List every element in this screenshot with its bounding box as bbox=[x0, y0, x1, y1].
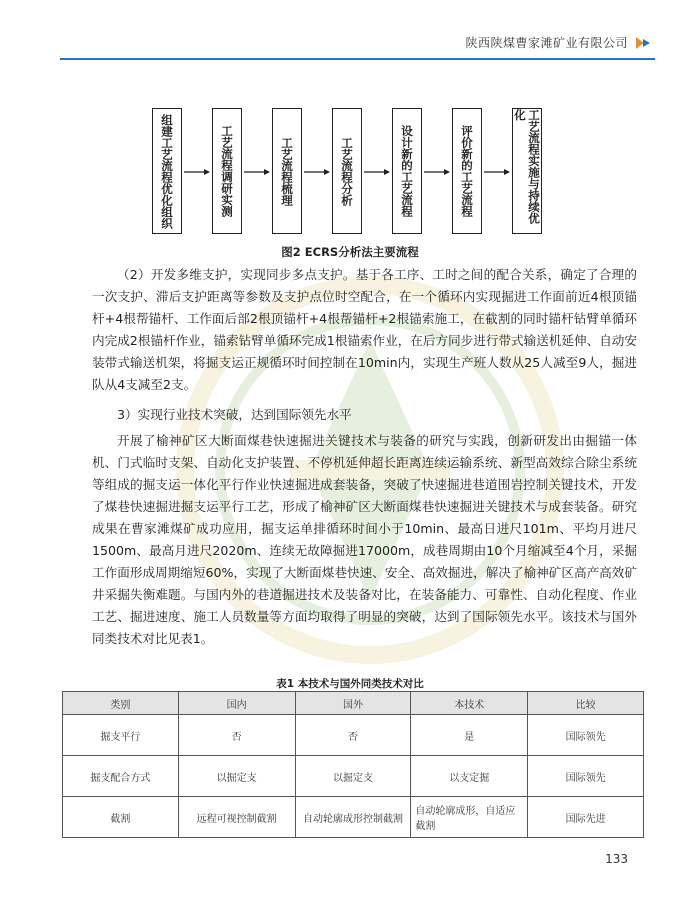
company-logo-icon bbox=[634, 34, 652, 52]
table-cell: 截割 bbox=[63, 797, 179, 838]
comparison-table bbox=[62, 691, 644, 838]
table-cell: 国际领先 bbox=[528, 756, 644, 797]
header-company-name: 陕西陕煤曹家滩矿业有限公司 bbox=[465, 36, 628, 50]
flow-step-3: 工艺流程梳理 bbox=[272, 108, 302, 234]
flow-arrow-icon bbox=[244, 168, 270, 176]
table-header-row bbox=[63, 692, 644, 715]
table-row bbox=[63, 756, 644, 797]
paragraph-multi-support bbox=[92, 264, 637, 396]
table-caption: 表1 本技术与国外同类技术对比 bbox=[276, 678, 424, 690]
flow-arrow-icon bbox=[424, 168, 450, 176]
table-cell: 国际领先 bbox=[528, 715, 644, 756]
col-header-this-tech: 本技术 bbox=[411, 692, 528, 715]
table-cell: 自动轮廓成形，自适应截割 bbox=[411, 797, 528, 838]
col-header-category: 类别 bbox=[63, 692, 179, 715]
flow-step-5: 设计新的工艺流程 bbox=[392, 108, 422, 234]
flow-step-6: 评价新的工艺流程 bbox=[452, 108, 482, 234]
flow-step-7: 工艺流程实施与持续优化 bbox=[512, 108, 542, 234]
header-divider bbox=[60, 58, 655, 60]
heading-text: 3）实现行业技术突破，达到国际领先水平 bbox=[117, 407, 352, 422]
col-header-comparison: 比较 bbox=[528, 692, 644, 715]
flow-arrow-icon bbox=[304, 168, 330, 176]
section-heading bbox=[92, 404, 637, 426]
table-cell: 掘支配合方式 bbox=[63, 756, 179, 797]
page-number: 133 bbox=[605, 852, 628, 866]
flow-step-1: 组建工艺流程优化组织 bbox=[152, 108, 182, 234]
paragraph-text: （2）开发多维支护，实现同步多点支护。基于各工序、工时之间的配合关系，确定了合理的一次支护、滞后支护距离等参数及支护点位时空配合，在一个循环内实现掘进工作面前近4根顶锚杆+4根帮锚杆、工作面后部2根顶锚杆+4根帮锚杆+2根锚索施工，在截割的同时锚杆钻臂单循环内完成2根锚杆作业，锚索钻臂单循环完成1根锚索作业，在后方同步进行带式输送机延伸、自动安装带式输送机架，将掘支运正规循环时间控制在10min内，实现生产班人数从25人减至9人，掘进队从4支减至2支。 bbox=[92, 267, 637, 392]
table-cell: 否 bbox=[295, 715, 411, 756]
table-row bbox=[63, 797, 644, 838]
table-cell: 自动轮廓成形控制截割 bbox=[295, 797, 411, 838]
table-cell: 以支定掘 bbox=[411, 756, 528, 797]
table-cell: 否 bbox=[178, 715, 295, 756]
table-cell: 以掘定支 bbox=[295, 756, 411, 797]
flow-step-2: 工艺流程调研实测 bbox=[212, 108, 242, 234]
figure-caption: 图2 ECRS分析法主要流程 bbox=[281, 245, 419, 259]
col-header-domestic: 国内 bbox=[178, 692, 295, 715]
flow-arrow-icon bbox=[484, 168, 510, 176]
table-row bbox=[63, 715, 644, 756]
flow-arrow-icon bbox=[364, 168, 390, 176]
col-header-foreign: 国外 bbox=[295, 692, 411, 715]
table-cell: 远程可视控制截割 bbox=[178, 797, 295, 838]
paragraph-text: 开展了榆神矿区大断面煤巷快速掘进关键技术与装备的研究与实践，创新研发出由掘锚一体机、门式临时支架、自动化支护装置、不停机延伸超长距离连续运输系统、新型高效综合除尘系统等组成的掘支运一体化平行作业快速掘进成套装备，突破了快速掘进巷道围岩控制关键技术，开发了煤巷快速掘进掘支运平行工艺，形成了榆神矿区大断面煤巷快速掘进关键技术与成套装备。研究成果在曹家滩煤矿成功应用，掘支运单排循环时间小于10min、最高日进尺101m、平均月进尺1500m、最高月进尺2020m、连续无故障掘进17000m，成巷周期由10个月缩减至4个月，采掘工作面形成周期缩短60%，实现了大断面煤巷快速、安全、高效掘进，解决了榆神矿区高产高效矿井采掘失衡难题。与国内外的巷道掘进技术及装备对比，在装备能力、可靠性、自动化程度、作业工艺、掘进速度、施工人员数量等方面均取得了明显的突破，达到了国际领先水平。该技术与国外同类技术对比见表1。 bbox=[92, 433, 637, 646]
flow-arrow-icon bbox=[184, 168, 210, 176]
flow-step-4: 工艺流程分析 bbox=[332, 108, 362, 234]
ecrs-flow-diagram bbox=[152, 108, 572, 236]
table-cell: 国际先进 bbox=[528, 797, 644, 838]
table-cell: 以掘定支 bbox=[178, 756, 295, 797]
table-cell: 是 bbox=[411, 715, 528, 756]
paragraph-tech-breakthrough bbox=[92, 430, 637, 650]
table-cell: 掘支平行 bbox=[63, 715, 179, 756]
